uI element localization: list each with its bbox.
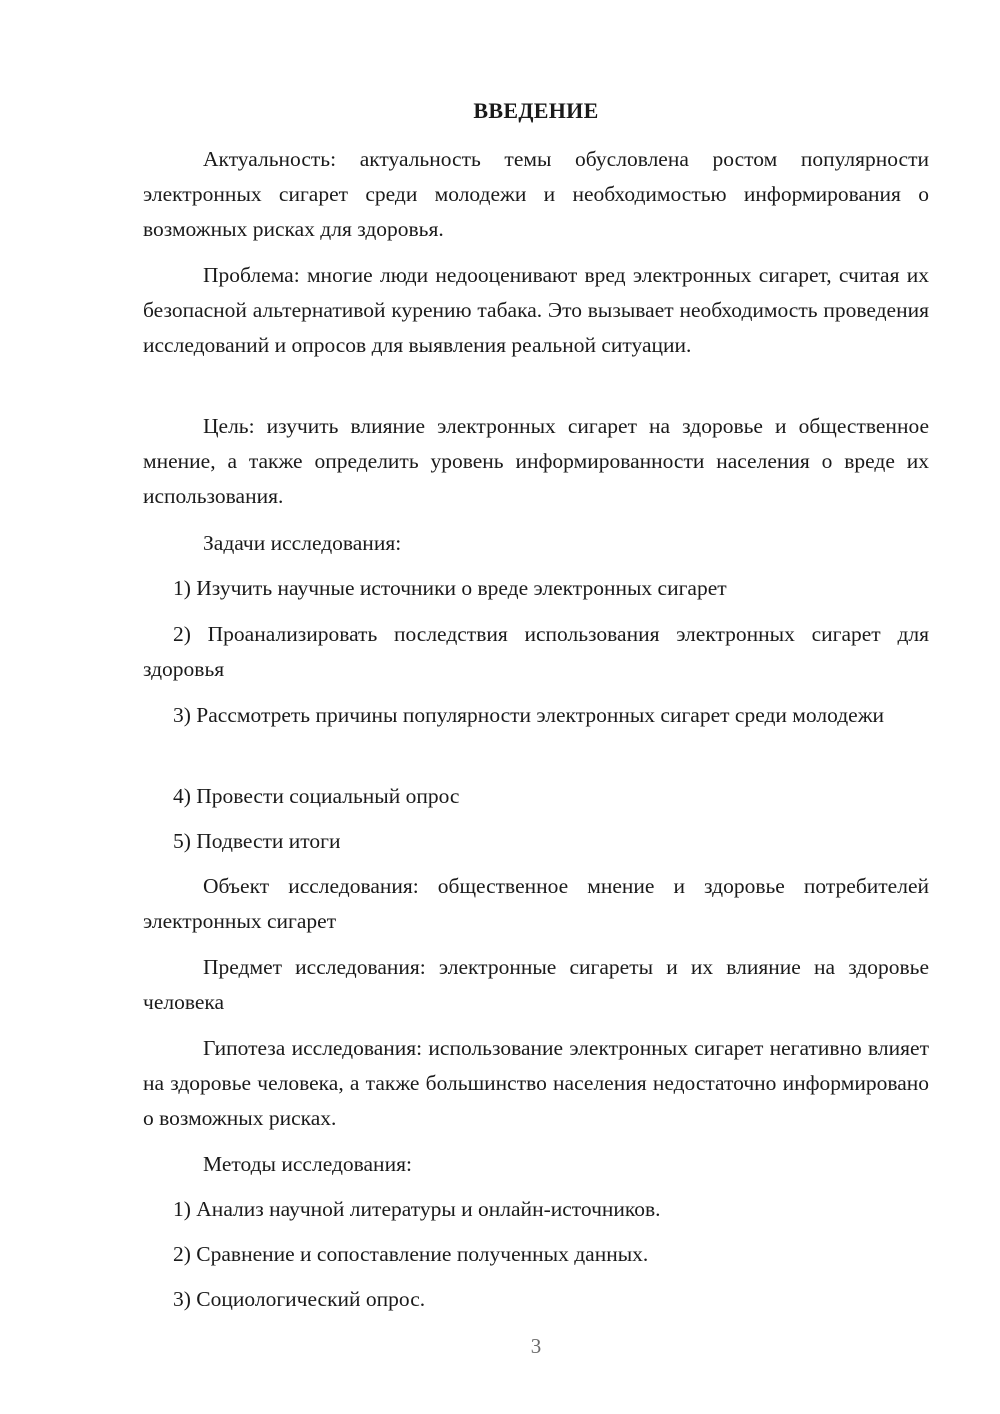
relevance-paragraph: Актуальность: актуальность темы обусловлена ростом популярности электронных сигарет среди молодежи и необходимостью информирования о возможных рисках для здоровья. [143, 147, 929, 241]
method-item-2: 2) Сравнение и сопоставление полученных данных. [173, 1242, 649, 1266]
page-number: 3 [530, 1334, 542, 1358]
page-title: ВВЕДЕНИЕ [473, 98, 599, 123]
task-item-5: 5) Подвести итоги [173, 829, 341, 853]
methods-heading: Методы исследования: [203, 1152, 412, 1176]
task-item-1: 1) Изучить научные источники о вреде электронных сигарет [173, 576, 727, 600]
subject-paragraph: Предмет исследования: электронные сигареты и их влияние на здоровье человека [143, 955, 929, 1014]
document-page [143, 0, 929, 1414]
task-item-3: 3) Рассмотреть причины популярности электронных сигарет среди молодежи [173, 703, 885, 727]
method-item-1: 1) Анализ научной литературы и онлайн-источников. [173, 1197, 661, 1221]
task-item-4: 4) Провести социальный опрос [173, 784, 460, 808]
task-item-2: 2) Проанализировать последствия использования электронных сигарет для здоровья [143, 622, 929, 681]
object-paragraph: Объект исследования: общественное мнение и здоровье потребителей электронных сигарет [143, 874, 929, 933]
method-item-3: 3) Социологический опрос. [173, 1287, 426, 1311]
tasks-heading: Задачи исследования: [203, 531, 402, 555]
problem-paragraph: Проблема: многие люди недооценивают вред электронных сигарет, считая их безопасной альтернативой курению табака. Это вызывает необходимость проведения исследований и опросов для выявления реальной ситуации. [143, 263, 929, 357]
goal-paragraph: Цель: изучить влияние электронных сигарет на здоровье и общественное мнение, а также определить уровень информированности населения о вреде их использования. [143, 414, 929, 508]
hypothesis-paragraph: Гипотеза исследования: использование электронных сигарет негативно влияет на здоровье человека, а также большинство населения недостаточно информировано о возможных рисках. [143, 1036, 929, 1130]
